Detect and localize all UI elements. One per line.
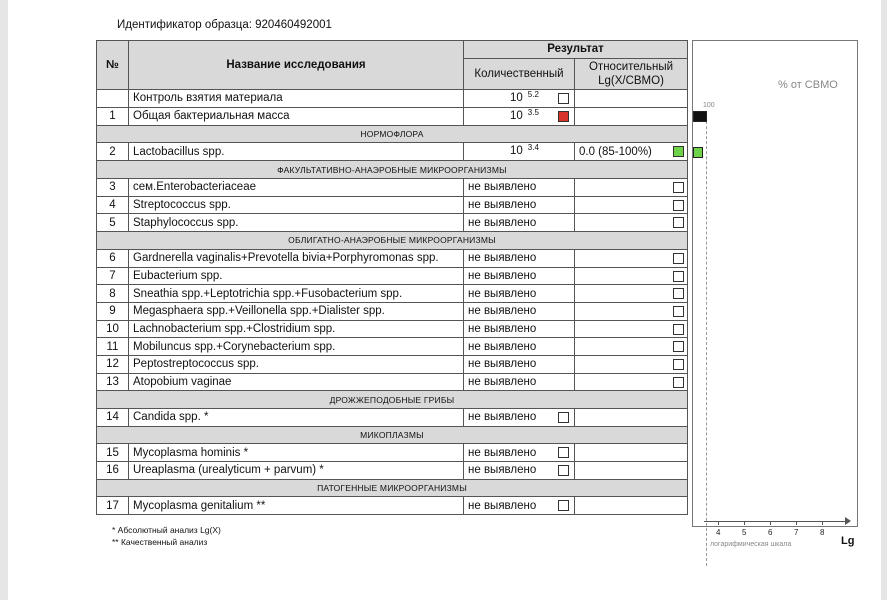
col-header-name: Название исследования	[129, 41, 464, 90]
status-box-icon	[673, 146, 684, 157]
table-row	[97, 444, 688, 462]
quantity-base: 10	[510, 91, 523, 104]
row-number: 6	[97, 249, 129, 267]
relative-value: 0.0 (85-100%)	[579, 145, 652, 158]
row-quantitative	[464, 267, 575, 285]
percent-chart	[692, 40, 858, 527]
row-relative	[575, 267, 688, 285]
section-row	[97, 161, 688, 179]
x-tick	[744, 521, 745, 525]
row-test-name: Sneathia spp.+Leptotrichia spp.+Fusobacterium spp.	[129, 285, 464, 303]
row-number: 5	[97, 214, 129, 232]
row-relative	[575, 143, 688, 161]
row-number	[97, 89, 129, 107]
col-header-quantitative: Количественный	[464, 58, 575, 89]
x-axis	[704, 521, 849, 522]
quantity-exponent: 3.4	[527, 143, 539, 153]
table-row	[97, 196, 688, 214]
row-test-name: Общая бактериальная масса	[129, 107, 464, 125]
row-quantitative	[464, 249, 575, 267]
table-row	[97, 249, 688, 267]
row-test-name: Mycoplasma hominis *	[129, 444, 464, 462]
row-quantitative	[464, 320, 575, 338]
row-number: 2	[97, 143, 129, 161]
status-box-icon	[673, 253, 684, 264]
footnote-qualitative: ** Качественный анализ	[112, 537, 208, 547]
row-relative	[575, 302, 688, 320]
table-row	[97, 338, 688, 356]
row-test-name: Streptococcus spp.	[129, 196, 464, 214]
row-relative	[575, 196, 688, 214]
quantity-text: не выявлено	[468, 199, 537, 212]
row-quantitative	[464, 444, 575, 462]
row-test-name: Atopobium vaginae	[129, 373, 464, 391]
quantity-text: не выявлено	[468, 464, 537, 477]
status-box-icon	[673, 341, 684, 352]
quantity-text: не выявлено	[468, 287, 537, 300]
row-number: 7	[97, 267, 129, 285]
sample-id: Идентификатор образца: 920460492001	[117, 19, 332, 31]
row-number: 8	[97, 285, 129, 303]
row-relative	[575, 107, 688, 125]
table-row	[97, 143, 688, 161]
quantity-base: 10	[510, 145, 523, 158]
row-test-name: Eubacterium spp.	[129, 267, 464, 285]
row-quantitative	[464, 214, 575, 232]
quantity-text: не выявлено	[468, 322, 537, 335]
status-box-icon	[558, 465, 569, 476]
x-tick-label: 8	[820, 528, 825, 537]
row-number: 16	[97, 462, 129, 480]
row-number: 12	[97, 355, 129, 373]
table-row	[97, 497, 688, 515]
results-table	[96, 40, 688, 515]
quantity-text: не выявлено	[468, 269, 537, 282]
row-relative	[575, 89, 688, 107]
row-quantitative	[464, 89, 575, 107]
status-box-icon	[558, 412, 569, 423]
row-test-name: Lactobacillus spp.	[129, 143, 464, 161]
status-box-icon	[673, 271, 684, 282]
quantity-text: не выявлено	[468, 340, 537, 353]
row-quantitative	[464, 302, 575, 320]
row-number: 1	[97, 107, 129, 125]
row-relative	[575, 462, 688, 480]
row-test-name: Mobiluncus spp.+Corynebacterium spp.	[129, 338, 464, 356]
row-test-name: сем.Enterobacteriaceae	[129, 179, 464, 197]
row-number: 4	[97, 196, 129, 214]
x-axis-arrow-icon	[845, 517, 851, 525]
status-box-icon	[558, 500, 569, 511]
quantity-text: не выявлено	[468, 375, 537, 388]
row-relative	[575, 249, 688, 267]
axis-label-lg: Lg	[841, 535, 855, 547]
quantity-text: не выявлено	[468, 216, 537, 229]
col-header-num: №	[97, 41, 129, 90]
quantity-text: не выявлено	[468, 305, 537, 318]
quantity-base: 10	[510, 109, 523, 122]
quantity-text: не выявлено	[468, 499, 537, 512]
row-relative	[575, 444, 688, 462]
section-title: НОРМОФЛОРА	[97, 125, 688, 143]
row-quantitative	[464, 355, 575, 373]
x-tick-label: 7	[794, 528, 799, 537]
row-quantitative	[464, 143, 575, 161]
row-number: 11	[97, 338, 129, 356]
status-box-icon	[558, 93, 569, 104]
status-box-icon	[673, 359, 684, 370]
status-box-icon	[558, 447, 569, 458]
row-relative	[575, 320, 688, 338]
quantity-text: не выявлено	[468, 446, 537, 459]
footnote-absolute: * Абсолютный анализ Lg(X)	[112, 525, 221, 535]
table-row	[97, 355, 688, 373]
x-tick	[718, 521, 719, 525]
section-row	[97, 232, 688, 250]
row-quantitative	[464, 462, 575, 480]
chart-100-label: 100	[703, 102, 715, 109]
status-box-icon	[673, 377, 684, 388]
col-header-relative: Относительный Lg(X/СВМО)	[575, 58, 688, 89]
x-tick-label: 6	[768, 528, 773, 537]
table-row	[97, 179, 688, 197]
table-row	[97, 373, 688, 391]
table-row	[97, 462, 688, 480]
row-number: 17	[97, 497, 129, 515]
results-body	[97, 89, 688, 514]
chart-bar	[693, 147, 703, 158]
status-box-icon	[673, 324, 684, 335]
row-relative	[575, 214, 688, 232]
row-test-name: Mycoplasma genitalium **	[129, 497, 464, 515]
x-tick	[770, 521, 771, 525]
status-box-icon	[673, 217, 684, 228]
section-title: ФАКУЛЬТАТИВНО-АНАЭРОБНЫЕ МИКРООРГАНИЗМЫ	[97, 161, 688, 179]
row-test-name: Gardnerella vaginalis+Prevotella bivia+Porphyromonas spp.	[129, 249, 464, 267]
row-number: 10	[97, 320, 129, 338]
row-relative	[575, 355, 688, 373]
row-relative	[575, 338, 688, 356]
section-title: ДРОЖЖЕПОДОБНЫЕ ГРИБЫ	[97, 391, 688, 409]
row-number: 9	[97, 302, 129, 320]
row-test-name: Ureaplasma (urealyticum + parvum) *	[129, 462, 464, 480]
row-test-name: Lachnobacterium spp.+Clostridium spp.	[129, 320, 464, 338]
section-row	[97, 479, 688, 497]
row-number: 15	[97, 444, 129, 462]
row-relative	[575, 285, 688, 303]
row-number: 13	[97, 373, 129, 391]
row-test-name: Peptostreptococcus spp.	[129, 355, 464, 373]
row-quantitative	[464, 285, 575, 303]
table-row	[97, 285, 688, 303]
row-relative	[575, 179, 688, 197]
quantity-text: не выявлено	[468, 252, 537, 265]
row-quantitative	[464, 107, 575, 125]
scale-label: логарифмическая шкала	[710, 541, 792, 548]
chart-reference-line	[706, 111, 707, 566]
table-row	[97, 409, 688, 427]
footnotes	[112, 524, 221, 548]
col-header-result: Результат	[464, 41, 688, 59]
chart-bar	[693, 111, 707, 122]
x-tick	[822, 521, 823, 525]
table-row	[97, 89, 688, 107]
row-test-name: Megasphaera spp.+Veillonella spp.+Dialister spp.	[129, 302, 464, 320]
quantity-text: не выявлено	[468, 358, 537, 371]
table-row	[97, 107, 688, 125]
x-tick-label: 5	[742, 528, 747, 537]
status-box-icon	[673, 182, 684, 193]
quantity-exponent: 3.5	[527, 107, 539, 117]
table-row	[97, 320, 688, 338]
row-test-name: Контроль взятия материала	[129, 89, 464, 107]
table-row	[97, 214, 688, 232]
quantity-text: не выявлено	[468, 411, 537, 424]
quantity-text: не выявлено	[468, 181, 537, 194]
row-quantitative	[464, 196, 575, 214]
chart-title: % от СВМО	[778, 79, 838, 91]
row-relative	[575, 373, 688, 391]
section-title: МИКОПЛАЗМЫ	[97, 426, 688, 444]
row-test-name: Staphylococcus spp.	[129, 214, 464, 232]
row-quantitative	[464, 497, 575, 515]
row-quantitative	[464, 179, 575, 197]
x-tick-label: 4	[716, 528, 721, 537]
quantity-exponent: 5.2	[527, 89, 539, 99]
section-row	[97, 125, 688, 143]
row-relative	[575, 497, 688, 515]
row-quantitative	[464, 338, 575, 356]
x-tick	[796, 521, 797, 525]
status-box-icon	[558, 111, 569, 122]
section-row	[97, 426, 688, 444]
row-number: 3	[97, 179, 129, 197]
table-row	[97, 302, 688, 320]
status-box-icon	[673, 288, 684, 299]
row-quantitative	[464, 409, 575, 427]
row-quantitative	[464, 373, 575, 391]
section-title: ОБЛИГАТНО-АНАЭРОБНЫЕ МИКРООРГАНИЗМЫ	[97, 232, 688, 250]
section-row	[97, 391, 688, 409]
table-row	[97, 267, 688, 285]
row-test-name: Candida spp. *	[129, 409, 464, 427]
row-number: 14	[97, 409, 129, 427]
status-box-icon	[673, 200, 684, 211]
status-box-icon	[673, 306, 684, 317]
section-title: ПАТОГЕННЫЕ МИКРООРГАНИЗМЫ	[97, 479, 688, 497]
row-relative	[575, 409, 688, 427]
